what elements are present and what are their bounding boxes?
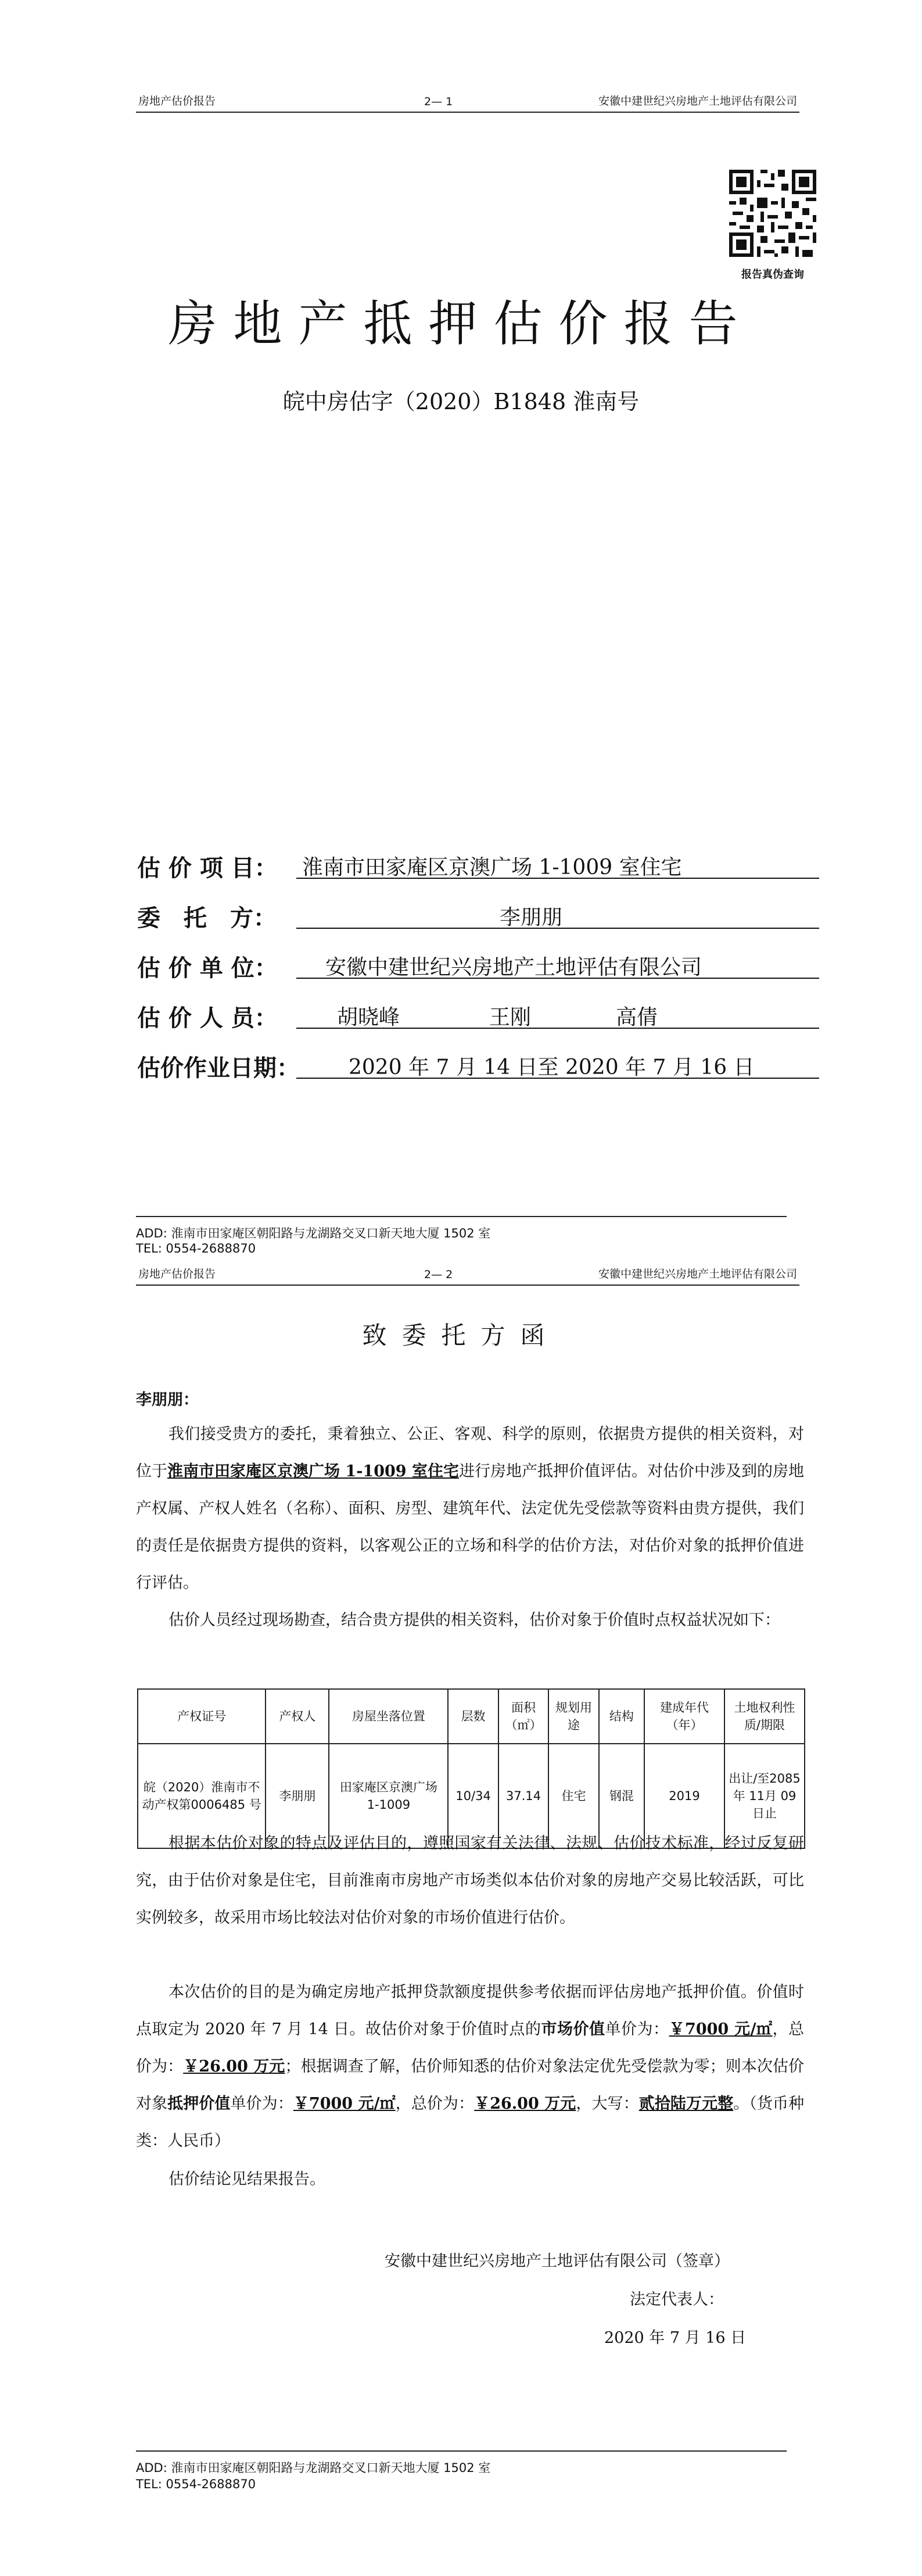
- staff-name-2: 王刚: [489, 1006, 532, 1029]
- col-area: 面积（㎡）: [498, 1689, 548, 1744]
- date-label: 估价作业日期：: [137, 1054, 300, 1082]
- col-floors: 层数: [448, 1689, 498, 1744]
- client-value: 李朋朋: [500, 906, 563, 929]
- header-page-number: 2— 1: [424, 95, 453, 108]
- staff-name-3: 高倩: [616, 1006, 658, 1029]
- market-value-label: 市场价值: [541, 2020, 605, 2038]
- mortgage-value-label: 抵押价值: [167, 2095, 231, 2113]
- letter-title: 致委托方函: [362, 1321, 560, 1350]
- page2-running-header: [136, 1261, 799, 1286]
- report-title: 房地产抵押估价报告: [168, 295, 754, 352]
- col-year: 建成年代（年）: [644, 1689, 724, 1744]
- market-total-price: ￥26.00 万元: [183, 2058, 285, 2076]
- header-company: 安徽中建世纪兴房地产土地评估有限公司: [598, 1268, 797, 1280]
- col-use: 规划用途: [548, 1689, 598, 1744]
- mortgage-total-price: ￥26.00 万元: [474, 2095, 576, 2113]
- report-number: 皖中房估字（2020）B1848 淮南号: [282, 389, 640, 414]
- header-company: 安徽中建世纪兴房地产土地评估有限公司: [598, 95, 797, 108]
- cell-cert: 皖（2020）淮南市不动产权第0006485 号: [138, 1744, 266, 1848]
- header-left: 房地产估价报告: [138, 95, 216, 108]
- paragraph-4: 本次估价的目的是为确定房地产抵押贷款额度提供参考依据而评估房地产抵押价值。价值时点取定为 2020 年 7 月 14 日。故估价对象于价值时点的市场价值单价为：￥7000 元/㎡，总价为：￥26.00 万元；根据调查了解，估价师知悉的估价对象法定优先受偿款为零；则本次估价对象抵押价值单价为：￥7000 元/㎡，总价为：￥26.00 万元，大写：贰拾陆万元整。（货币种类：人民币）: [136, 1983, 805, 2150]
- col-land-right: 土地权利性质/期限: [724, 1689, 805, 1744]
- client-underline: [296, 928, 819, 929]
- signature-company: 安徽中建世纪兴房地产土地评估有限公司（签章）: [385, 2252, 730, 2270]
- cell-year: 2019: [644, 1744, 724, 1848]
- page2-footer-tel: TEL: 0554-2688870: [136, 2477, 256, 2491]
- page2-footer-rule: [136, 2450, 787, 2452]
- cell-use: 住宅: [548, 1744, 598, 1848]
- client-label: 委 托 方：: [137, 904, 277, 932]
- cell-area: 37.14: [498, 1744, 548, 1848]
- total-in-chinese: 贰拾陆万元整: [638, 2095, 734, 2113]
- page1-footer-address: ADD: 淮南市田家庵区朝阳路与龙湖路交叉口新天地大厦 1502 室: [136, 1226, 491, 1240]
- col-structure: 结构: [599, 1689, 644, 1744]
- property-location: 淮南市田家庵区京澳广场 1-1009 室住宅: [167, 1462, 459, 1480]
- date-underline: [296, 1078, 819, 1079]
- unit-label: 估 价 单 位：: [137, 954, 278, 982]
- qr-code-icon[interactable]: [729, 170, 816, 257]
- paragraph-5: 估价结论见结果报告。: [168, 2170, 325, 2188]
- paragraph-1: 我们接受贵方的委托，秉着独立、公正、客观、科学的原则，依据贵方提供的相关资料，对位于淮南市田家庵区京澳广场 1-1009 室住宅进行房地产抵押价值评估。对估价中涉及到的房地产权属、产权人姓名（名称）、面积、房型、建筑年代、法定优先受偿款等资料由贵方提供，我们的责任是依据贵方提供的资料，以客观公正的立场和科学的估价方法，对估价对象的抵押价值进行评估。: [136, 1425, 805, 1592]
- header-left: 房地产估价报告: [138, 1268, 216, 1280]
- cell-floors: 10/34: [448, 1744, 498, 1848]
- table-header-row: [138, 1689, 805, 1744]
- paragraph-3: 根据本估价对象的特点及评估目的，遵照国家有关法律、法规、估价技术标准，经过反复研究，由于估价对象是住宅，目前淮南市房地产市场类似本估价对象的房地产交易比较活跃，可比实例较多，故采用市场比较法对估价对象的市场价值进行估价。: [136, 1834, 804, 1927]
- staff-underline: [296, 1028, 819, 1029]
- page1-footer-rule: [136, 1216, 787, 1217]
- project-underline: [296, 878, 819, 879]
- page1-footer-tel: TEL: 0554-2688870: [136, 1242, 256, 1255]
- signature-date: 2020 年 7 月 16 日: [604, 2329, 747, 2347]
- date-value: 2020 年 7 月 14 日至 2020 年 7 月 16 日: [349, 1056, 755, 1079]
- unit-value: 安徽中建世纪兴房地产土地评估有限公司: [325, 956, 702, 979]
- market-unit-price: ￥7000 元/㎡: [669, 2020, 773, 2038]
- col-owner: 产权人: [266, 1689, 329, 1744]
- col-cert: 产权证号: [138, 1689, 266, 1744]
- project-label: 估 价 项 目：: [137, 854, 278, 882]
- unit-underline: [296, 978, 819, 979]
- page2-footer-address: ADD: 淮南市田家庵区朝阳路与龙湖路交叉口新天地大厦 1502 室: [136, 2461, 491, 2475]
- paragraph-2: 估价人员经过现场勘查，结合贵方提供的相关资料，估价对象于价值时点权益状况如下：: [168, 1611, 780, 1629]
- staff-name-1: 胡晓峰: [337, 1006, 400, 1029]
- cell-land-right: 出让/至2085 年 11月 09 日止: [724, 1744, 805, 1848]
- cell-owner: 李朋朋: [266, 1744, 329, 1848]
- page1-running-header: [136, 88, 799, 113]
- mortgage-unit-price: ￥7000 元/㎡: [293, 2095, 396, 2113]
- project-value: 淮南市田家庵区京澳广场 1-1009 室住宅: [302, 856, 682, 879]
- header-page-number: 2— 2: [424, 1268, 453, 1281]
- legal-representative: 法定代表人：: [630, 2291, 724, 2309]
- staff-label: 估 价 人 员：: [137, 1004, 278, 1032]
- cell-structure: 钢混: [599, 1744, 644, 1848]
- col-location: 房屋坐落位置: [329, 1689, 448, 1744]
- qr-caption: 报告真伪查询: [741, 269, 804, 281]
- salutation: 李朋朋：: [136, 1391, 199, 1409]
- cell-location: 田家庵区京澳广场 1-1009: [329, 1744, 448, 1848]
